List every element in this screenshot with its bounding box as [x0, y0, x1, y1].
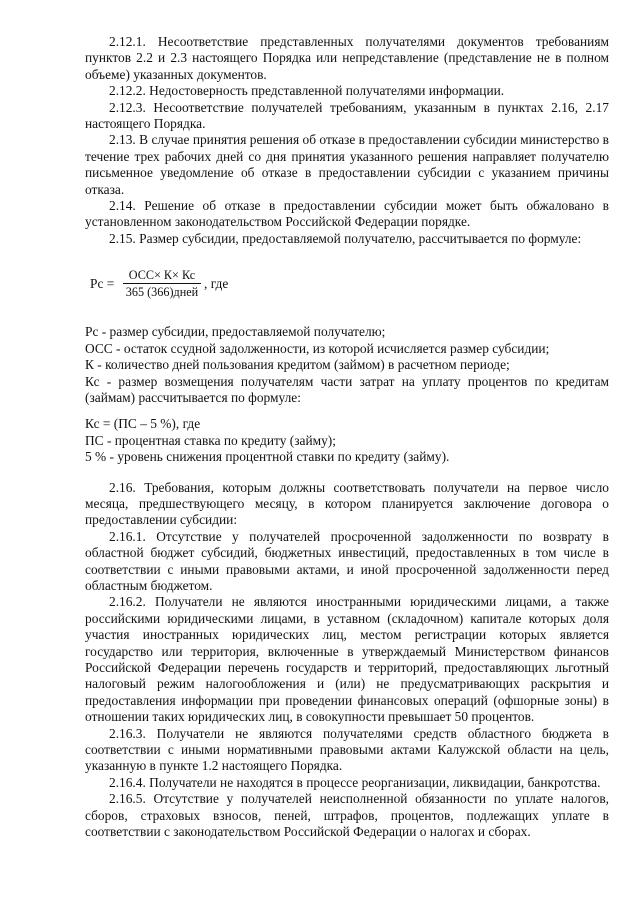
- paragraph-2-12-3: 2.12.3. Несоответствие получателей требованиям, указанным в пунктах 2.16, 2.17 настоящего Порядка.: [85, 99, 609, 132]
- paragraph-2-16-3: 2.16.3. Получатели не являются получателями средств областного бюджета в соответствии с иными нормативными правовыми актами Калужской области на цель, указанную в пункте 1.2 настоящего Порядка.: [85, 725, 609, 774]
- paragraph-2-12-1: 2.12.1. Несоответствие представленных получателями документов требованиям пунктов 2.2 и 2.3 настоящего Порядка или непредставление (представление не в полном объеме) указанных документов.: [85, 34, 609, 82]
- paragraph-2-16-5: 2.16.5. Отсутствие у получателей неисполненной обязанности по уплате налогов, сборов, страховых взносов, пеней, штрафов, процентов, подлежащих уплате в соответствии с законодательством Российской Федерации о налогах и сборах.: [85, 791, 609, 840]
- document-page: [85, 34, 609, 840]
- definition-rs: Рс - размер субсидии, предоставляемой получателю;: [85, 324, 386, 340]
- definition-5-percent: 5 % - уровень снижения процентной ставки по кредиту (займу).: [85, 449, 450, 465]
- formula-denominator: 365 (366)дней: [125, 285, 199, 300]
- formula-lhs: Рс =: [90, 276, 115, 292]
- paragraph-2-16-1: 2.16.1. Отсутствие у получателей просроченной задолженности по возврату в областной бюджет субсидий, бюджетных инвестиций, предоставленных в том числе в соответствии с иными правовыми актами, и иной просроченной задолженности перед областным бюджетом.: [85, 528, 609, 593]
- formula-rhs: , где: [204, 276, 229, 292]
- paragraph-2-14: 2.14. Решение об отказе в предоставлении субсидии может быть обжаловано в установленном законодательством Российской Федерации порядке.: [85, 198, 609, 230]
- subsidy-formula: [90, 266, 609, 302]
- definition-oss: ОСС - остаток ссудной задолженности, из которой исчисляется размер субсидии;: [85, 340, 550, 356]
- formula-numerator: ОСС× К× Кс: [123, 268, 201, 284]
- definition-kc: Кс - размер возмещения получателям части затрат на уплату процентов по кредитам (займам) рассчитывается по формуле:: [85, 373, 609, 405]
- paragraph-2-13: 2.13. В случае принятия решения об отказе в предоставлении субсидии министерство в течение трех рабочих дней со дня принятия указанного решения направляет получателю письменное уведомление об отказе в предоставлении субсидии с указанием причины отказа.: [85, 132, 609, 197]
- paragraph-2-15: 2.15. Размер субсидии, предоставляемой получателю, рассчитывается по формуле:: [109, 230, 582, 246]
- paragraph-2-16-2: 2.16.2. Получатели не являются иностранными юридическими лицами, а также российскими юридическими лицами, в уставном (складочном) капитале которых доля участия иностранных юридических лиц, местом регистрации которых является государство или территория, включенные в утверждаемый Министерством финансов Российской Федерации перечень государств и территорий, предоставляющих льготный налоговый режим налогообложения и (или) не предусматривающих раскрытия и предоставления информации при проведении финансовых операций (офшорные зоны) в отношении таких юридических лиц, в совокупности превышает 50 процентов.: [85, 594, 609, 725]
- paragraph-2-16-4: 2.16.4. Получатели не находятся в процессе реорганизации, ликвидации, банкротства.: [109, 774, 601, 790]
- definition-ps: ПС - процентная ставка по кредиту (займу);: [85, 432, 336, 448]
- definition-k: К - количество дней пользования кредитом (займом) в расчетном периоде;: [85, 357, 510, 373]
- paragraph-2-16: 2.16. Требования, которым должны соответствовать получатели на первое число месяца, предшествующего месяцу, в котором планируется заключение договора о предоставлении субсидии:: [85, 479, 609, 528]
- kc-formula: Кс = (ПС – 5 %), где: [85, 416, 201, 432]
- formula-fraction: [123, 268, 201, 299]
- paragraph-2-12-2: 2.12.2. Недостоверность представленной получателями информации.: [109, 83, 505, 99]
